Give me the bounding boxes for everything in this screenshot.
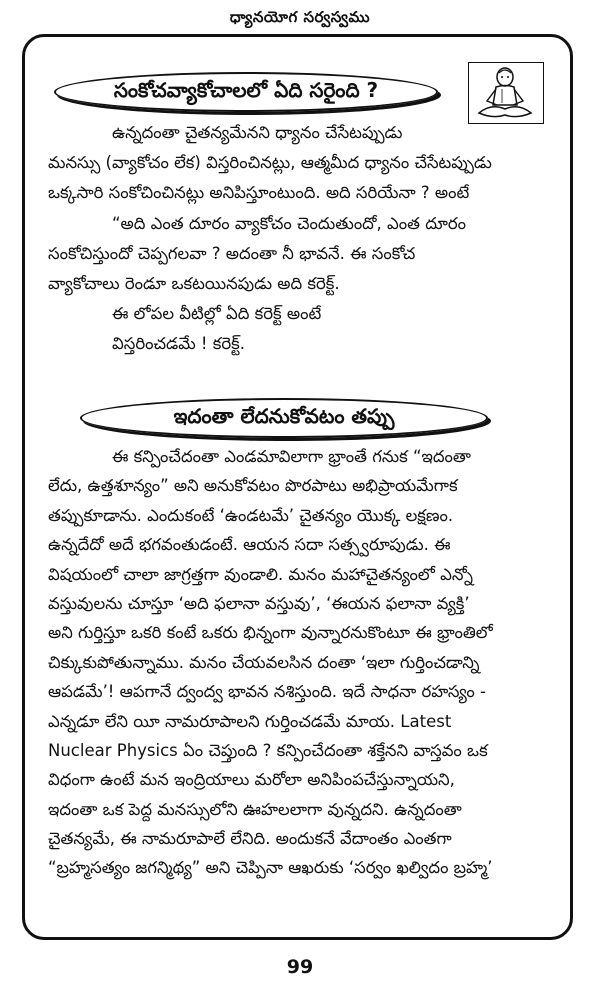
paragraph-line: మనస్సు (వ్యాకోచం లేక) విస్తరించినట్లు, ఆత్మమీద ధ్యానం చేసేటప్పుడు	[48, 153, 492, 173]
paragraph-line: వస్తువులను చూస్తూ ‘అది ఫలానా వస్తువు’, ‘ఈయన ఫలానా వ్యక్తి’	[48, 593, 470, 613]
paragraph-line: సంకోచిస్తుందో చెప్పగలవా ? అదంతా నీ భావనే. ఈ సంకోచ	[48, 243, 416, 263]
paragraph-line: వ్యాకోచాలు రెండూ ఒకటయినపుడు అది కరెక్ట్.	[48, 273, 340, 293]
paragraph-line: “అది ఎంత దూరం వ్యాకోచం చెందుతుందో, ఎంత దూరం	[112, 213, 467, 233]
section-heading-2: ఇదంతా లేదనుకోవటం తప్పు	[80, 398, 488, 438]
paragraph-line: విధంగా ఉంటే మన ఇంద్రియాలు మరోలా అనిపింపచేస్తున్నాయని,	[48, 770, 455, 790]
section-heading-1: సంకోచవ్యాకోచాలలో ఏది సరైంది ?	[54, 72, 438, 112]
paragraph-line: ఉన్నదేదో అదే భగవంతుడంటే. ఆయన సదా సత్స్వరూపుడు. ఈ	[48, 535, 451, 555]
paragraph-line: అని గుర్తిస్తూ ఒకరి కంటే ఒకరు భిన్నంగా వున్నారనుకొంటూ ఈ భ్రాంతిలో	[48, 623, 493, 643]
paragraph-line: ఇదంతా ఒక పెద్ద మనస్సులోని ఊహలలాగా వున్నదని. ఉన్నదంతా	[48, 799, 462, 819]
paragraph-line: ఎన్నడూ లేని యీ నామరూపాలని గుర్తించడమే మాయ. Latest	[48, 711, 452, 731]
page-number: 99	[286, 956, 314, 978]
paragraph-line: Nuclear Physics ఏం చెప్తుంది ? కన్పించేదంతా శక్తేనని వాస్తవం ఒక	[48, 740, 488, 760]
meditating-figure-illustration	[468, 62, 544, 124]
paragraph-line: “బ్రహ్మసత్యం జగన్మిథ్య” అని చెప్పినా ఆఖరుకు ‘సర్వం ఖల్విదం బ్రహ్మ’	[48, 858, 493, 878]
paragraph-line: ఈ కన్పించేదంతా ఎండమావిలాగా భ్రాంతే గనుక “ఇదంతా	[112, 447, 471, 466]
paragraph-line: లేదు, ఉత్తశూన్యం” అని అనుకోవటం పొరపాటు అభిప్రాయమేగాక	[48, 476, 458, 496]
paragraph-line: విషయంలో చాలా జాగ్రత్తగా వుండాలి. మనం మహాచైతన్యంలో ఎన్నో	[48, 564, 473, 584]
paragraph-line: విస్తరించడమే ! కరెక్ట్.	[112, 334, 246, 354]
paragraph-line: తప్పుకూడాను. ఎందుకంటే ‘ఉండటమే’ చైతన్యం యొక్క లక్షణం.	[48, 505, 454, 525]
section-2-body	[48, 442, 558, 883]
running-head: ధ్యానయోగ సర్వస్వము	[229, 8, 371, 26]
section-1-body	[48, 118, 558, 360]
paragraph-line: ఆపడమే’! ఆపగానే ద్వంద్వ భావన నశిస్తుంది. ఇదే సాధనా రహస్యం -	[48, 682, 486, 702]
paragraph-line: ఒక్కసారి సంకోచించినట్లు అనిపిస్తూంటుంది. అది సరియేనా ? అంటే	[48, 183, 470, 203]
paragraph-line: ఉన్నదంతా చైతన్యమేనని ధ్యానం చేసేటప్పుడు	[112, 123, 403, 142]
paragraph-line: చైతన్యమే, ఈ నామరూపాలే లేనిది. అందుకనే వేదాంతం ఎంతగా	[48, 829, 452, 849]
paragraph-line: చిక్కుకుపోతున్నాము. మనం చేయవలసిన దంతా ‘ఇలా గుర్తించడాన్ని	[48, 652, 480, 672]
meditating-person-icon	[469, 63, 542, 122]
paragraph-line: ఈ లోపల వీటిల్లో ఏది కరెక్ట్ అంటే	[112, 304, 322, 324]
